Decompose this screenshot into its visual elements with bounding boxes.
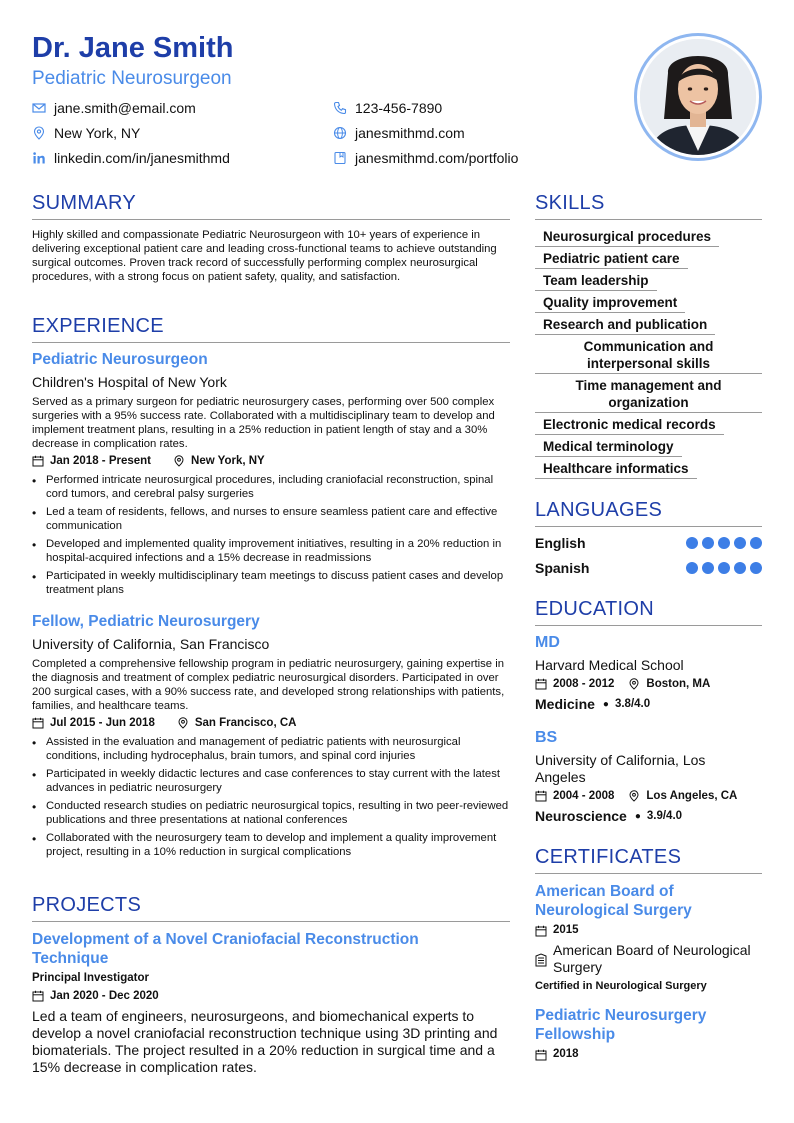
job-description: Served as a primary surgeon for pediatric neurosurgery cases, performing over 500 complex surgeries with a 95% success rate. Collaborated with a multidisciplinary team to develop and implement treatment plans, resulting in a 25% reduction in patient length of stay and a 30% decrease in complication rates.: [32, 396, 495, 450]
proficiency-dots: [686, 537, 762, 549]
skill-tag: Medical terminology: [535, 438, 682, 457]
certificates-divider: [535, 873, 762, 874]
location-pin-icon: [177, 717, 189, 729]
skill-tag: Research and publication: [535, 316, 715, 335]
degree: BS: [535, 729, 558, 746]
proficiency-dots: [686, 562, 762, 574]
list-item: • Collaborated with the neurosurgery team to develop and implement a quality improvement project, resulting in a 10% reduction in surgical complications: [32, 831, 512, 859]
calendar-icon: [32, 990, 44, 1002]
list-item: • Participated in weekly multidisciplinary team meetings to discuss patient cases and develop treatment plans: [32, 569, 512, 597]
certificates-heading: CERTIFICATES: [535, 846, 682, 868]
language-row: [535, 560, 762, 576]
project-title: Development of a Novel Craniofacial Reconstruction Technique: [32, 931, 419, 967]
education-meta: 2004 - 2008 Los Angeles, CA: [535, 790, 737, 802]
list-item: • Performed intricate neurosurgical procedures, including craniofacial reconstruction, spinal cord tumors, and cerebral palsy surgeries: [32, 473, 512, 501]
job-description: Completed a comprehensive fellowship program in pediatric neurosurgery, gaining expertise in the diagnosis and treatment of complex pediatric neurosurgical disorders. Participated in over 200 surgical cases, with a 90% success rate, and developed strong relationships with patients, families, and healthcare teams.: [32, 658, 505, 712]
skill-tag: Time management and organization: [535, 377, 762, 413]
location-pin-icon: [32, 126, 46, 140]
experience-divider: [32, 342, 510, 343]
certificate-description: Certified in Neurological Surgery: [535, 980, 707, 992]
list-item: • Developed and implemented quality improvement initiatives, resulting in a 20% reduction in hospital-acquired infections and a 15% decrease in readmissions: [32, 537, 512, 565]
skill-tag: Healthcare informatics: [535, 460, 697, 479]
summary-heading: SUMMARY: [32, 192, 136, 214]
building-icon: [535, 953, 547, 967]
skill-tag: Electronic medical records: [535, 416, 724, 435]
portrait-illustration: [640, 39, 756, 155]
job-title: Pediatric Neurosurgeon: [32, 351, 208, 368]
job-organization: University of California, San Francisco: [32, 636, 270, 652]
contact-website[interactable]: janesmithmd.com: [333, 125, 465, 141]
list-item: • Assisted in the evaluation and management of pediatric patients with neurosurgical conditions, including hydrocephalus, brain tumors, and spinal cord injuries: [32, 735, 512, 763]
job-title: Fellow, Pediatric Neurosurgery: [32, 613, 260, 630]
phone-icon: [333, 101, 347, 115]
certificate-title: American Board of Neurological Surgery: [535, 883, 692, 919]
languages-heading: LANGUAGES: [535, 499, 663, 521]
location-pin-icon: [628, 790, 640, 802]
job-meta: Jul 2015 - Jun 2018 San Francisco, CA: [32, 717, 296, 729]
degree: MD: [535, 634, 560, 651]
field-of-study: Medicine ● 3.8/4.0: [535, 696, 651, 712]
skills-divider: [535, 219, 762, 220]
certificate-year: 2018: [535, 1048, 579, 1061]
portfolio-icon: [333, 151, 347, 165]
summary-divider: [32, 219, 510, 220]
projects-heading: PROJECTS: [32, 894, 142, 916]
calendar-icon: [535, 678, 547, 690]
list-item: • Led a team of residents, fellows, and nurses to ensure seamless patient care and effective communication: [32, 505, 512, 533]
skill-tag: Neurosurgical procedures: [535, 228, 719, 247]
location-pin-icon: [628, 678, 640, 690]
project-role: Principal Investigator: [32, 972, 149, 984]
gpa: 3.9/4.0: [646, 810, 683, 822]
job-meta: Jan 2018 - Present New York, NY: [32, 455, 265, 467]
globe-icon: [333, 126, 347, 140]
experience-heading: EXPERIENCE: [32, 315, 164, 337]
calendar-icon: [32, 717, 44, 729]
school-name: Harvard Medical School: [535, 657, 684, 673]
project-description: Led a team of engineers, neurosurgeons, and biomechanical experts to develop a novel craniofacial reconstruction technique using 3D printing and biomaterials. The project resulted in a 20% reduction in surgical time and a 15% decrease in complication rates.: [32, 1008, 498, 1075]
calendar-icon: [535, 1049, 547, 1061]
contact-location: New York, NY: [32, 125, 140, 141]
certificate-year: 2015: [535, 924, 579, 937]
candidate-name: Dr. Jane Smith: [32, 32, 234, 64]
project-meta: Jan 2020 - Dec 2020: [32, 990, 159, 1002]
skill-tag: Team leadership: [535, 272, 657, 291]
certificate-issuer: American Board of Neurological Surgery: [553, 942, 751, 975]
list-item: • Conducted research studies on pediatric neurosurgical topics, resulting in two peer-reviewed publications and three presentations at national conferences: [32, 799, 512, 827]
candidate-title: Pediatric Neurosurgeon: [32, 68, 232, 89]
skill-tag: Pediatric patient care: [535, 250, 688, 269]
skills-heading: SKILLS: [535, 192, 605, 214]
contact-phone[interactable]: 123-456-7890: [333, 100, 442, 116]
contact-portfolio[interactable]: janesmithmd.com/portfolio: [333, 150, 518, 166]
skill-tag: Quality improvement: [535, 294, 685, 313]
calendar-icon: [32, 455, 44, 467]
location-pin-icon: [173, 455, 185, 467]
language-name: Spanish: [535, 560, 590, 576]
list-item: • Participated in weekly didactic lectures and case conferences to stay current with the latest advances in pediatric neurosurgery: [32, 767, 512, 795]
job-organization: Children's Hospital of New York: [32, 374, 227, 390]
calendar-icon: [535, 790, 547, 802]
education-divider: [535, 625, 762, 626]
school-name: University of California, Los Angeles: [535, 752, 706, 785]
profile-photo: [634, 33, 762, 161]
summary-text: Highly skilled and compassionate Pediatric Neurosurgeon with 10+ years of experience in delivering exceptional patient care and leading cross-functional teams to achieve outstanding surgical outcomes. Proven track record of successfully performing complex neurosurgical procedures, with a strong focus on patient safety, quality, and satisfaction.: [32, 229, 497, 283]
languages-divider: [535, 526, 762, 527]
calendar-icon: [535, 925, 547, 937]
contact-linkedin[interactable]: linkedin.com/in/janesmithmd: [32, 150, 230, 166]
linkedin-icon: [32, 151, 46, 165]
job-achievements: [32, 735, 512, 863]
certificate-title: Pediatric Neurosurgery Fellowship: [535, 1007, 707, 1043]
job-achievements: [32, 473, 512, 601]
projects-divider: [32, 921, 510, 922]
contact-email[interactable]: jane.smith@email.com: [32, 100, 196, 116]
skill-tag: Communication and interpersonal skills: [535, 338, 762, 374]
education-heading: EDUCATION: [535, 598, 654, 620]
education-meta: 2008 - 2012 Boston, MA: [535, 678, 710, 690]
email-icon: [32, 101, 46, 115]
gpa: 3.8/4.0: [614, 698, 651, 710]
language-name: English: [535, 535, 586, 551]
field-of-study: Neuroscience ● 3.9/4.0: [535, 808, 683, 824]
language-row: [535, 535, 762, 551]
